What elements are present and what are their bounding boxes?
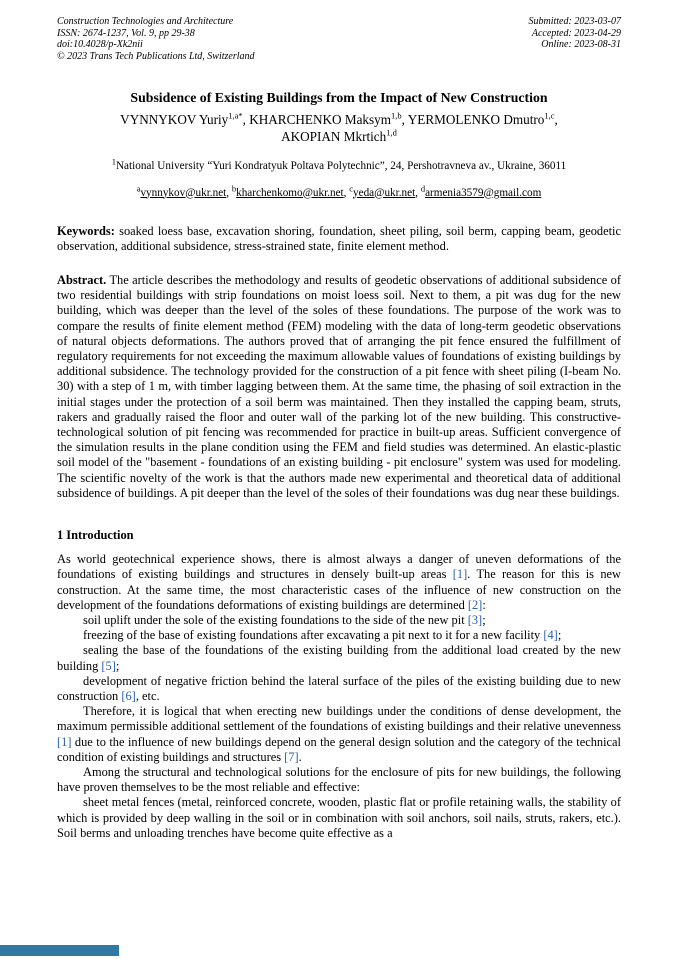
email-mark: b [231,182,237,193]
abstract-paragraph [57,273,621,501]
intro-list-item: freezing of the base of existing foundations after excavating a pit next to it for a new facility [4]; [83,628,562,643]
submission-dates [529,16,622,62]
intro-list-item: development of negative friction behind the lateral surface of the piles of the existing building due to new construction [6], etc. [57,673,621,703]
online-date: Online: 2023-08-31 [541,39,621,50]
section-heading-introduction: 1 Introduction [57,527,134,542]
intro-paragraph: sheet metal fences (metal, reinforced concrete, wooden, plastic flat or profile retaining walls, the stability of which is provided by deep walling in the soil or in combination with soil anchors, soil nails, struts, rakers, etc.). Soil berms and unloading trenches have become quite effective as a [57,795,621,840]
submitted-date: Submitted: 2023-03-07 [528,16,621,27]
abstract-text: The article describes the methodology and results of geodetic observations of additional subsidence of two residential buildings with strip foundations on moist loess soil. Next to them, a pit was dug for the new building, which was deeper than the level of the soles of these foundations. The purpose of the work was to compare the results of finite element method (FEM) modeling with the data of long-term geodetic observations of natural objects deformations. The authors proved that of arranging the pit fence ensured the fulfillment of regulatory requirements for not exceeding the maximum allowable values of foundations of existing buildings by additional subsidence. The technology provided for the construction of a pit fence with sheet piling (I-beam No. 30) with a step of 1 m, with timber lagging between them. At the same time, the phasing of soil extraction in the initial stages under the protection of a soil berm was maintained. Then they installed the capping beam, struts, rakers and gradually raised the floor and outer wall of the parking lot of the new building. This constructive-technological solution of pit fencing was recommended for practice in built-up areas. Sufficient convergence of the simulation results in the plane condition using the FEM and field studies was determined. An elastic-plastic soil model of the "basement - foundations of an existing building - pit enclosure" system was used for modeling. The scientific novelty of the work is that the authors made new experimental and theoretical data of additional subsidence of buildings. A pit deeper than the level of the soles of their foundations was dug near these buildings. [57,272,621,500]
emails-line [57,182,621,200]
email-mark: a [136,182,141,193]
keywords-text: soaked loess base, excavation shoring, foundation, sheet piling, soil berm, capping beam, geodetic observation, additional subsidence, stress-strained state, finite element method. [57,223,621,253]
author-separator: , [401,112,408,127]
email-link[interactable]: kharchenkomo@ukr.net [236,186,344,199]
email-separator: , [415,186,421,199]
intro-paragraph: Among the structural and technological solutions for the enclosure of pits for new buildings, the following have proven themselves to be the most reliable and effective: [57,765,621,795]
author-name: KHARCHENKO Maksym [249,112,391,127]
citation-link[interactable]: [1] [452,567,468,582]
author-affil-mark: 1,d [386,127,397,138]
affiliation-text: National University “Yuri Kondratyuk Poltava Polytechnic”, 24, Pershotravneva av., Ukraine, 36011 [115,160,567,172]
citation-link[interactable]: [2] [467,597,483,612]
citation-link[interactable]: [6] [121,688,136,703]
citation-link[interactable]: [5] [101,658,116,673]
email-link[interactable]: vynnykov@ukr.net [140,186,227,199]
keywords-paragraph [57,224,621,254]
journal-issn-volume: ISSN: 2674-1237, Vol. 9, pp 29-38 [57,27,195,39]
email-mark: d [420,182,426,193]
intro-list-item: soil uplift under the sole of the existing foundations to the side of the new pit [3]; [83,612,486,627]
intro-paragraph: As world geotechnical experience shows, there is almost always a danger of uneven deformations of the foundations of existing buildings and structures in densely built-up areas [1]. The reason for this is new construction. At the same time, the most characteristic cases of the influence of new construction on the development of the foundations deformations of existing buildings are determined [2]: [57,552,621,612]
author-affil-mark: 1,b [391,110,402,121]
citation-link[interactable]: [4] [543,628,558,643]
email-separator: , [343,186,350,199]
author-name: VYNNYKOV Yuriy [120,112,229,127]
author-name: YERMOLENKO Dmutro [407,112,545,127]
email-link[interactable]: armenia3579@gmail.com [425,186,542,199]
footer-license-bar [0,945,119,956]
citation-link[interactable]: [1] [57,734,72,749]
citation-link[interactable]: [7] [284,749,299,764]
intro-paragraph: Therefore, it is logical that when erecting new buildings under the conditions of dense development, the maximum permissible additional settlement of the foundations of existing buildings and their relative unevenness [1] due to the influence of new buildings depend on the general design solution and the category of the technical condition of existing buildings and structures [7]. [57,704,621,764]
journal-doi: doi:10.4028/p-Xk2nii [57,39,143,50]
author-separator: , [242,112,250,127]
affiliation-mark: 1 [111,156,116,167]
email-link[interactable]: yeda@ukr.net [353,186,416,199]
journal-name: Construction Technologies and Architecture [57,16,234,27]
email-separator: , [226,186,232,199]
accepted-date: Accepted: 2023-04-29 [531,27,621,39]
author-affil-mark: 1,c [544,110,555,121]
journal-header [57,16,621,62]
keywords-label: Keywords: [57,223,115,238]
authors-line [57,111,621,145]
author-affil-mark: 1,a* [228,110,243,121]
affiliation-line [57,156,621,174]
journal-info [57,16,255,62]
paper-title: Subsidence of Existing Buildings from the Impact of New Construction [130,90,548,105]
author-name: AKOPIAN Mkrtich [281,129,387,144]
author-separator: , [554,112,558,127]
citation-link[interactable]: [3] [467,612,483,627]
email-mark: c [349,182,354,193]
intro-list-item: sealing the base of the foundations of the existing building from the additional load created by the new building [5]; [57,643,621,673]
abstract-label: Abstract. [57,272,107,287]
journal-copyright: © 2023 Trans Tech Publications Ltd, Switzerland [57,50,255,62]
